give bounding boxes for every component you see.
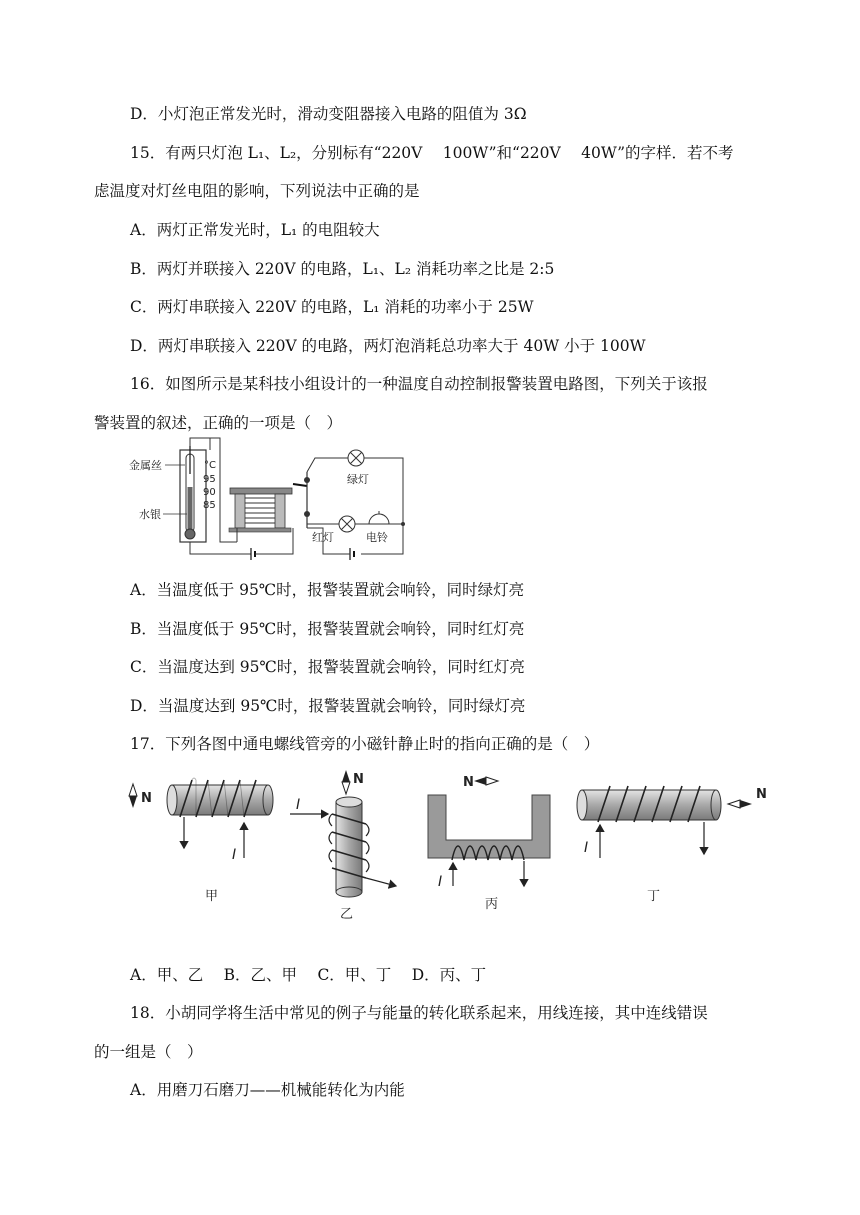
label-mercury: 水银	[139, 508, 161, 521]
red-lamp	[339, 516, 355, 532]
diagram-yi	[290, 770, 396, 920]
q15-option-d: D．两灯串联接入 220V 的电路，两灯泡消耗总功率大于 40W 小于 100W	[130, 337, 646, 355]
label-current: I	[584, 840, 589, 856]
q18-option-a: A．用磨刀石磨刀——机械能转化为内能	[130, 1081, 405, 1099]
q16-option-d: D．当温度达到 95℃时，报警装置就会响铃，同时绿灯亮	[130, 697, 526, 715]
q15-option-b: B．两灯并联接入 220V 的电路，L₁、L₂ 消耗功率之比是 2:5	[130, 260, 555, 278]
scale-85: 85	[203, 500, 216, 511]
q16-stem-line1: 16．如图所示是某科技小组设计的一种温度自动控制报警装置电路图，下列关于该报	[130, 375, 708, 393]
q16-option-a: A．当温度低于 95℃时，报警装置就会响铃，同时绿灯亮	[130, 581, 525, 599]
caption-jia: 甲	[205, 889, 219, 904]
label-red-lamp: 红灯	[312, 531, 334, 544]
label-current: I	[232, 847, 237, 863]
q16-stem-line2: 警装置的叙述，正确的一项是（ ）	[94, 414, 343, 432]
label-celsius: °C	[204, 460, 216, 471]
compass-needle-icon	[728, 800, 752, 808]
compass-needle-icon	[129, 784, 137, 808]
diagram-bing	[428, 775, 550, 912]
q16-option-b: B．当温度低于 95℃时，报警装置就会响铃，同时红灯亮	[130, 620, 525, 638]
label-bell: 电铃	[366, 531, 388, 544]
q17-options: A．甲、乙 B．乙、甲 C．甲、丁 D．丙、丁	[130, 966, 487, 984]
caption-ding: 丁	[647, 889, 661, 904]
solenoid-figure	[120, 762, 785, 920]
q15-stem-line1: 15．有两只灯泡 L₁、L₂，分别标有“220V 100W”和“220V 40W”的字样．若不考	[130, 144, 734, 162]
label-metal-wire: 金属丝	[129, 459, 162, 472]
label-n: N	[141, 791, 152, 806]
label-n: N	[353, 772, 364, 787]
q18-stem-line1: 18．小胡同学将生活中常见的例子与能量的转化联系起来，用线连接，其中连线错误	[130, 1004, 708, 1022]
diagram-ding	[577, 786, 767, 904]
q17-stem: 17．下列各图中通电螺线管旁的小磁针静止时的指向正确的是（ ）	[130, 735, 600, 753]
scale-95: 95	[203, 474, 216, 485]
compass-needle-icon	[474, 777, 498, 785]
electromagnet	[229, 488, 292, 542]
label-n: N	[756, 787, 767, 802]
bell-icon	[369, 511, 389, 524]
q16-option-c: C．当温度达到 95℃时，报警装置就会响铃，同时红灯亮	[130, 658, 525, 676]
label-current: I	[296, 797, 301, 813]
q15-option-a: A．两灯正常发光时，L₁ 的电阻较大	[130, 221, 380, 239]
diagram-jia	[129, 778, 273, 904]
label-current: I	[438, 874, 443, 890]
armature	[293, 484, 307, 486]
scale-90: 90	[203, 487, 216, 498]
green-lamp	[348, 450, 364, 466]
label-n: N	[463, 775, 474, 790]
contact-upper	[304, 477, 310, 483]
label-green-lamp: 绿灯	[347, 473, 369, 486]
q18-stem-line2: 的一组是（ ）	[94, 1043, 203, 1061]
compass-needle-icon	[342, 770, 350, 794]
q14-option-d: D．小灯泡正常发光时，滑动变阻器接入电路的阻值为 3Ω	[130, 105, 527, 123]
q15-stem-line2: 虑温度对灯丝电阻的影响，下列说法中正确的是	[94, 182, 420, 200]
caption-yi: 乙	[340, 907, 354, 920]
alarm-circuit-figure	[125, 432, 415, 567]
caption-bing: 丙	[485, 897, 499, 912]
q15-option-c: C．两灯串联接入 220V 的电路，L₁ 消耗的功率小于 25W	[130, 298, 534, 316]
